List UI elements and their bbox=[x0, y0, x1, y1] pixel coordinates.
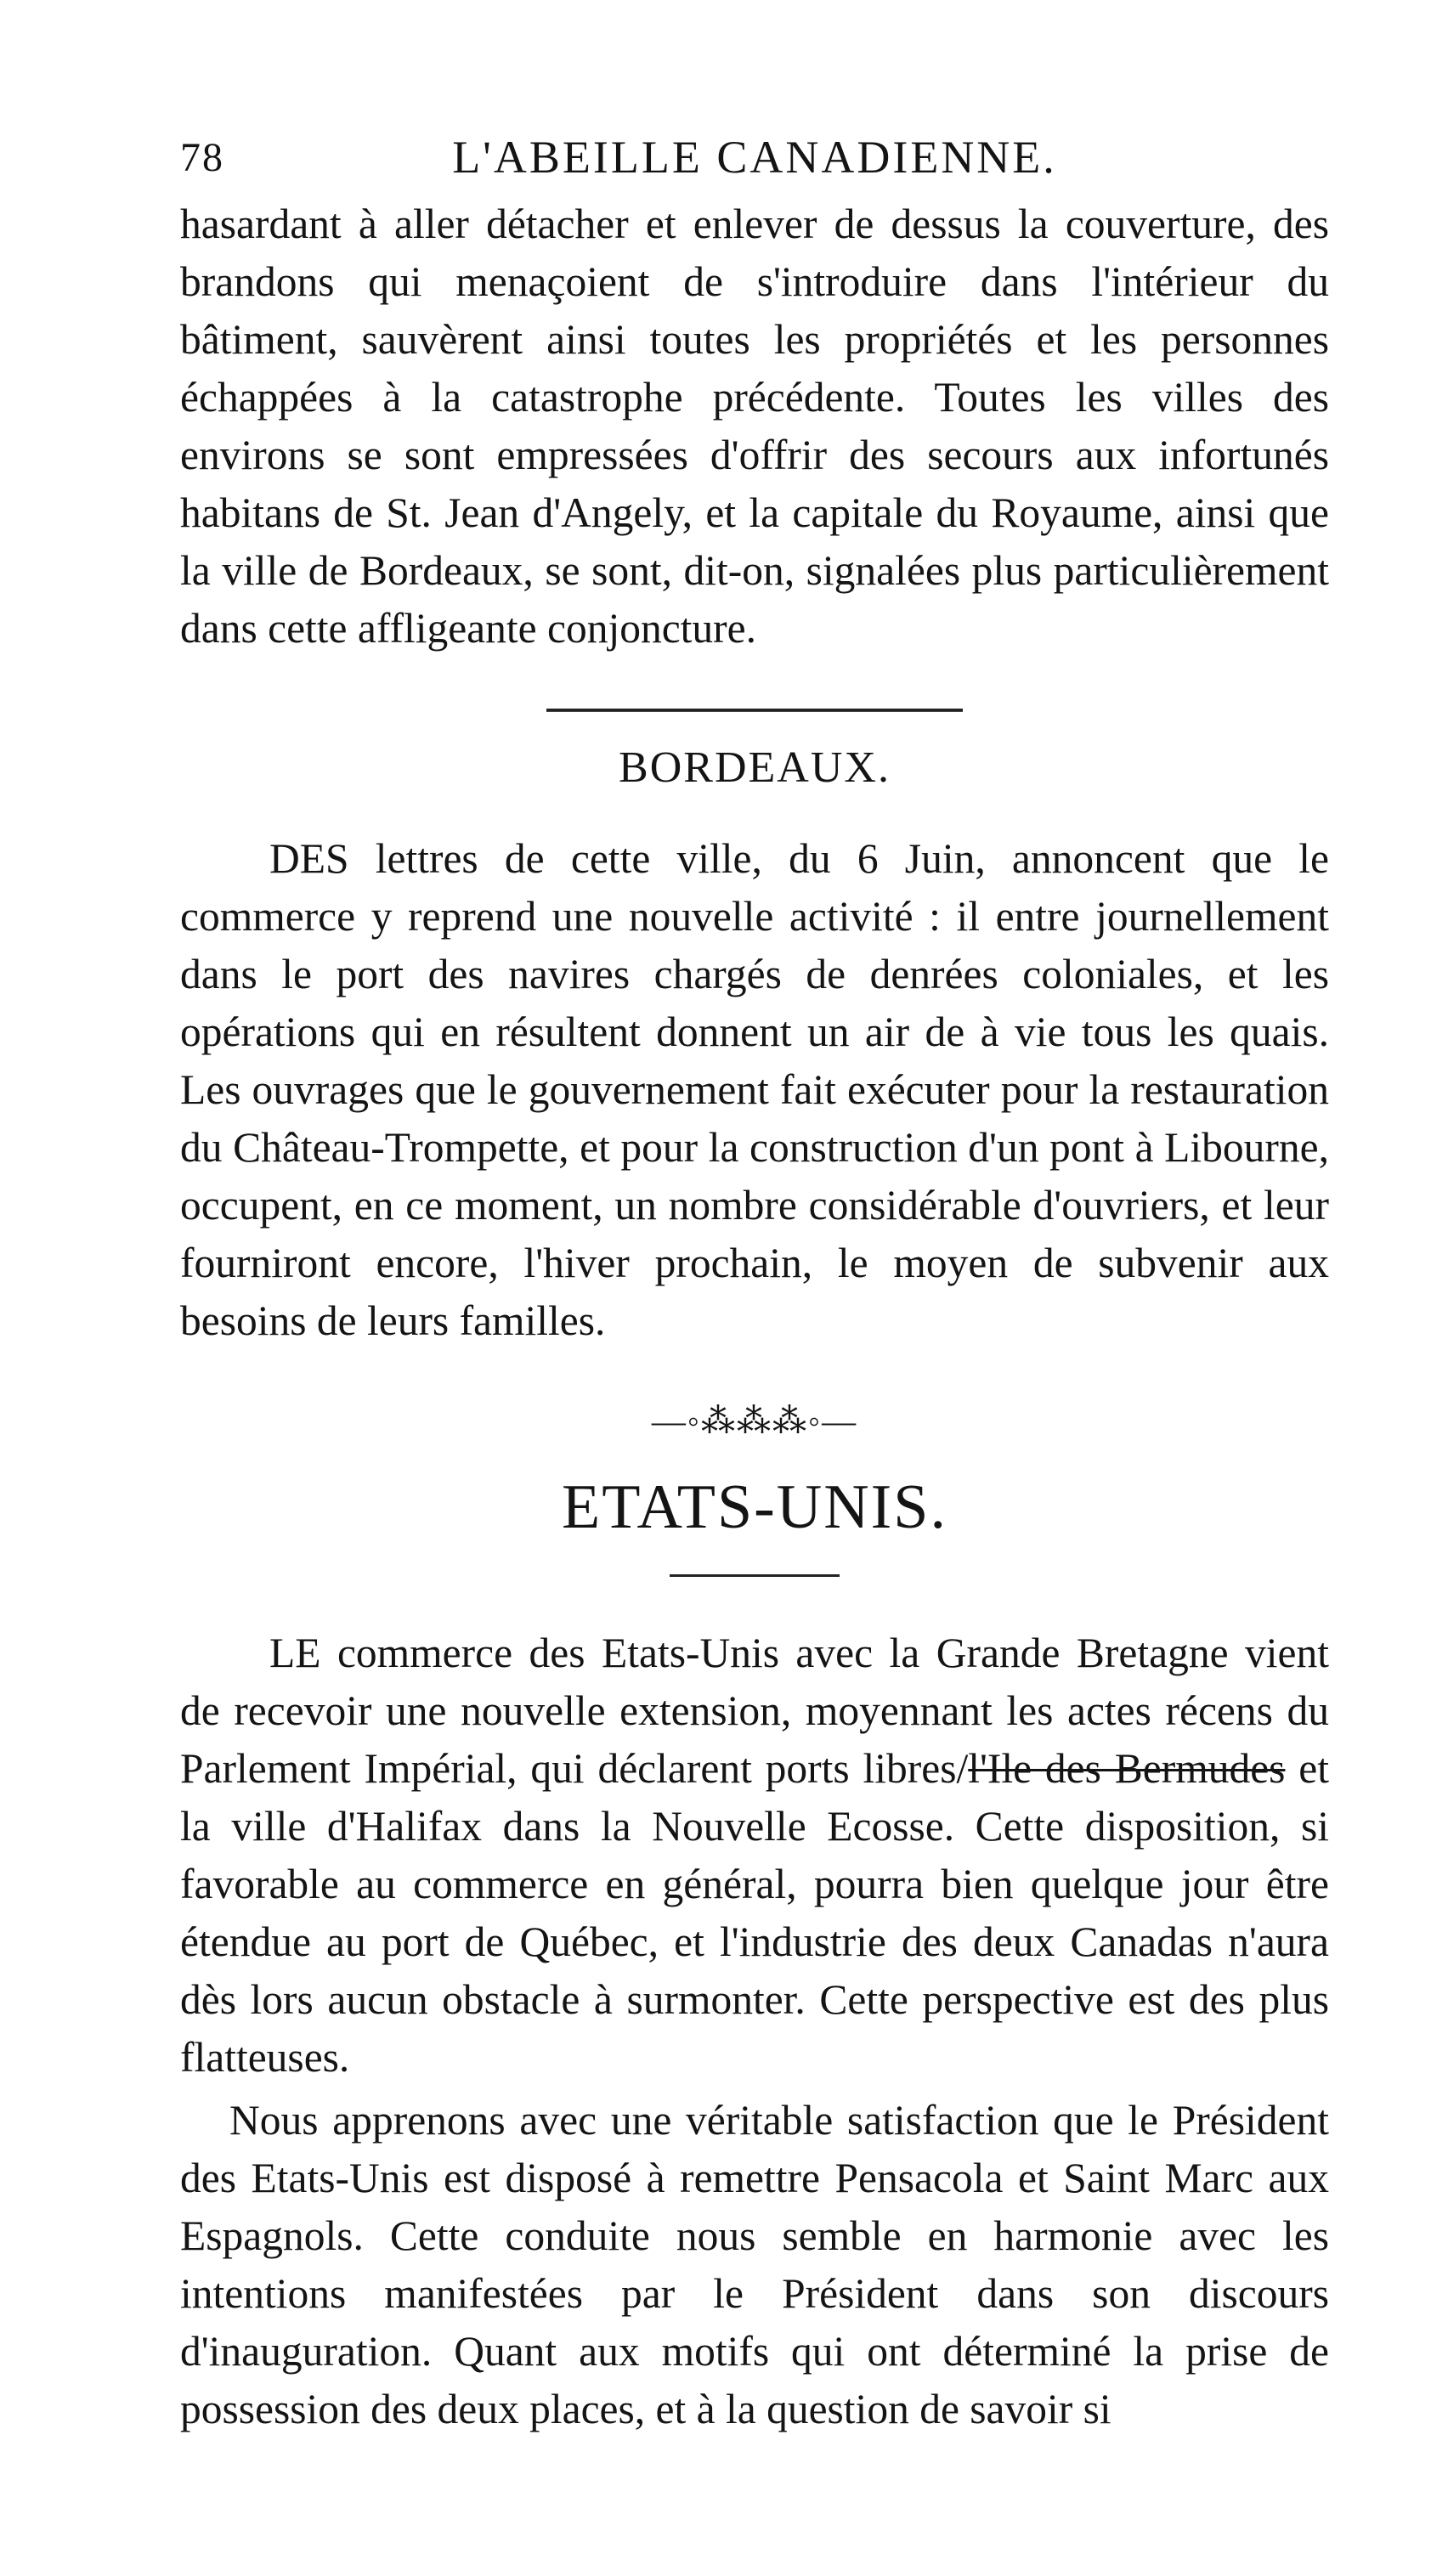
bordeaux-paragraph: DES lettres de cette ville, du 6 Juin, annoncent que le commerce y reprend une nouvelle activité : il entre journellement dans le port des navires chargés de denrées coloniales, et les opérations qui en résultent donnent un air de à vie tous les quais. Les ouvrages que le gouvernement fait exécuter pour la restauration du Château-Trompette, et pour la construction d'un pont à Libourne, occupent, en ce moment, un nombre considérable d'ouvriers, et leur fourniront encore, l'hiver prochain, le moyen de subvenir aux besoins de leurs familles. bbox=[180, 835, 1329, 1344]
ornament-divider: —◦⁂⁂⁂◦— bbox=[651, 1402, 858, 1440]
section-title-etats-unis: ETATS-UNIS. bbox=[562, 1472, 947, 1542]
etats-unis-paragraph-1 bbox=[180, 1624, 1329, 2087]
etats-unis-paragraph-2: Nous apprenons avec une véritable satisfaction que le Président des Etats-Unis est disposé à remettre Pensacola et Saint Marc aux Espagnols. Cette conduite nous semble en harmonie avec les intentions manifestées par le Président dans son discours d'inauguration. Quant aux motifs qui ont déterminé la prise de possession des deux places, et à la question de savoir si bbox=[180, 2097, 1329, 2432]
etats-unis-p1-text: LE commerce des Etats-Unis avec la Grande Bretagne vient de recevoir une nouvelle extension, moyennant les actes récens du Parlement Impérial, qui déclarent ports libres/ bbox=[180, 1630, 1329, 1792]
etats-unis-p1-text-continued: et la ville d'Halifax dans la Nouvelle Ecosse. Cette disposition, si favorable au commerce en général, pourra bien quelque jour être étendue au port de Québec, et l'industrie des deux Canadas n'aura dès lors aucun obstacle à surmonter. Cette perspective est des plus flatteuses. bbox=[180, 1745, 1330, 2081]
section-title-bordeaux: BORDEAUX. bbox=[619, 743, 891, 792]
section-divider-rule bbox=[546, 709, 963, 712]
title-underline-rule bbox=[670, 1574, 840, 1577]
page-header bbox=[180, 119, 1329, 195]
struck-out-text: l'Ile des Bermudes bbox=[968, 1745, 1286, 1792]
running-head: L'ABEILLE CANADIENNE. bbox=[452, 132, 1057, 183]
book-page bbox=[180, 119, 1329, 2498]
intro-paragraph: hasardant à aller détacher et enlever de dessus la couverture, des brandons qui menaçoient de s'introduire dans l'intérieur du bâtiment, sauvèrent ainsi toutes les propriétés et les personnes échappées à la catastrophe précédente. Toutes les villes des environs se sont empressées d'offrir des secours aux infortunés habitans de St. Jean d'Angely, et la capitale du Royaume, ainsi que la ville de Bordeaux, se sont, dit-on, signalées plus particulièrement dans cette affligeante conjoncture. bbox=[180, 201, 1329, 652]
page-number: 78 bbox=[180, 135, 224, 180]
